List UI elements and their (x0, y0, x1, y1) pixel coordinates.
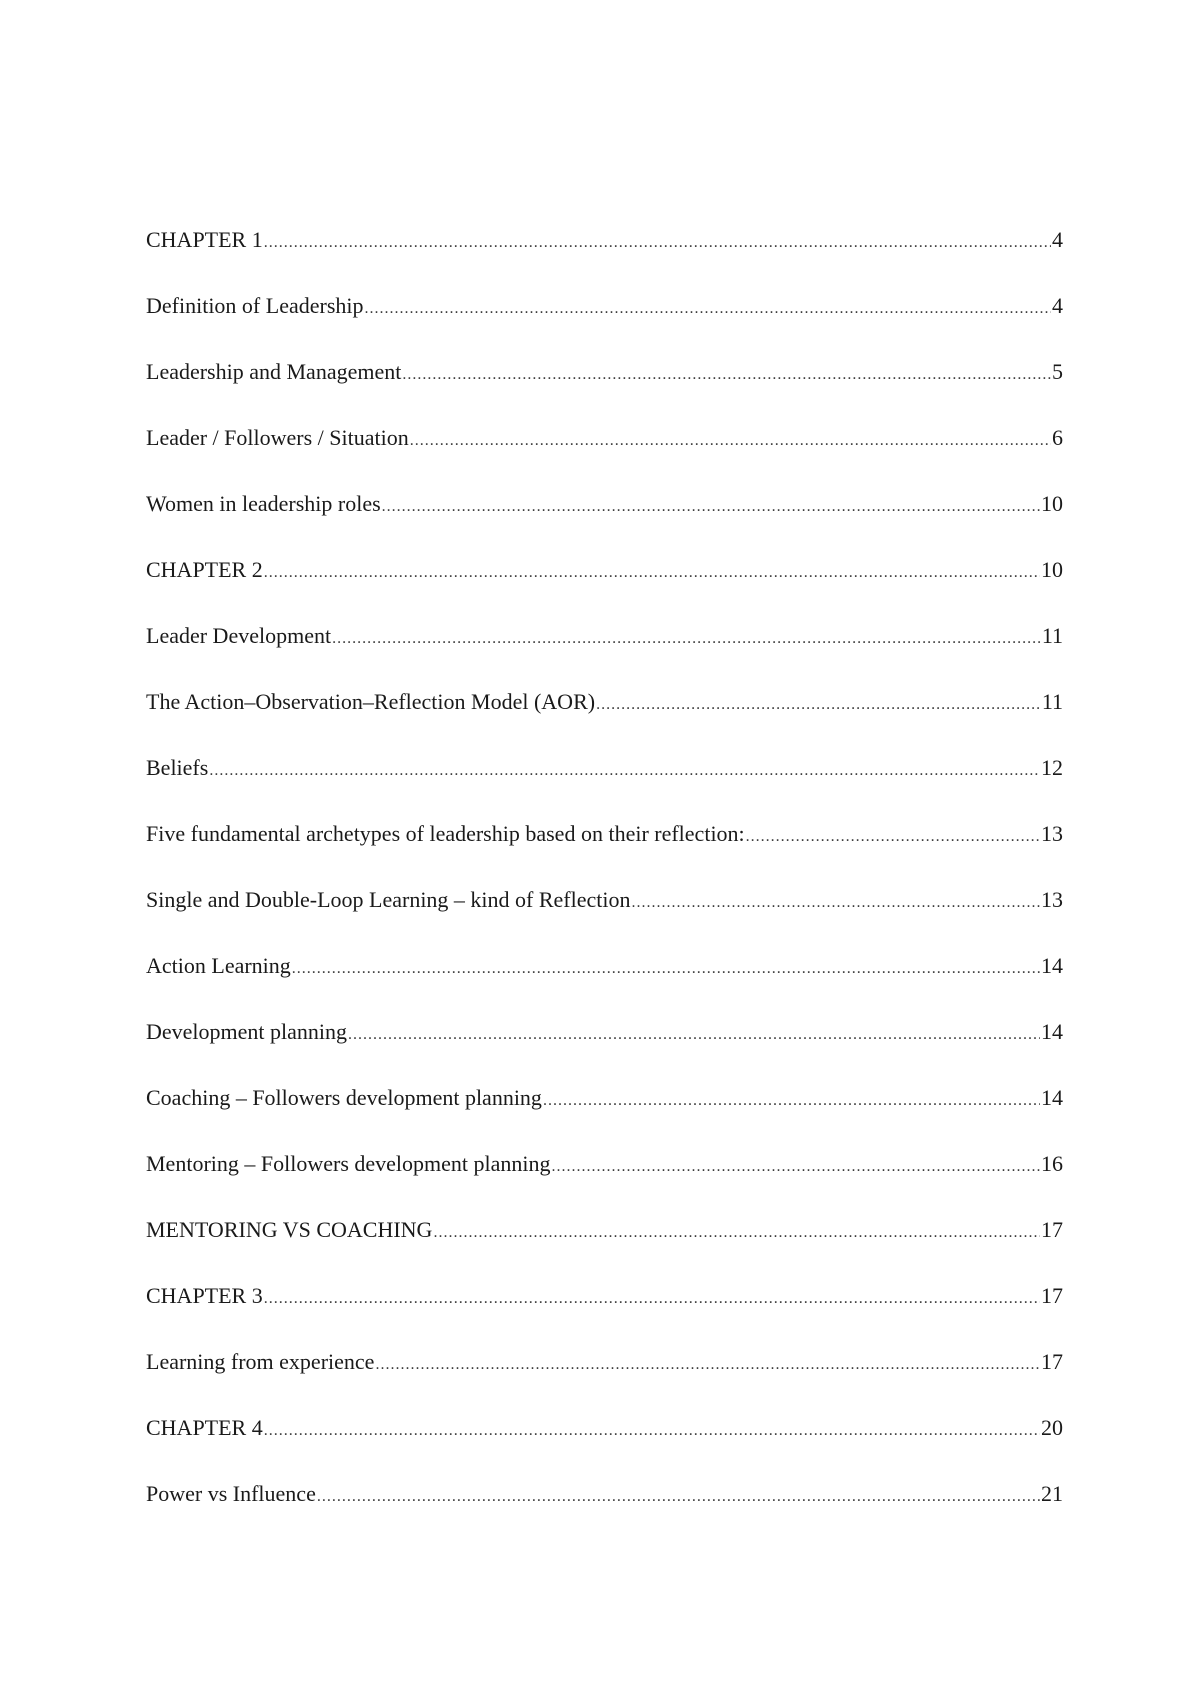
toc-entry-page: 12 (1041, 755, 1063, 780)
toc-entry-title: Action Learning (146, 953, 291, 978)
toc-entry[interactable] (146, 487, 1063, 553)
toc-dot-leader (552, 1150, 1041, 1184)
toc-entry[interactable] (146, 1081, 1063, 1147)
toc-entry-title: Single and Double-Loop Learning – kind of Reflection (146, 887, 631, 912)
toc-entry-page: 11 (1041, 689, 1063, 714)
toc-entry[interactable] (146, 355, 1063, 421)
toc-dot-leader (317, 1480, 1040, 1514)
toc-entry-page: 20 (1041, 1415, 1063, 1440)
toc-entry[interactable] (146, 751, 1063, 817)
toc-entry-page: 11 (1041, 623, 1063, 648)
toc-dot-leader (264, 226, 1051, 260)
toc-entry-title: Leader / Followers / Situation (146, 425, 409, 450)
toc-entry-page: 10 (1041, 557, 1063, 582)
toc-entry-page: 17 (1041, 1217, 1063, 1242)
toc-entry[interactable] (146, 1015, 1063, 1081)
toc-dot-leader (433, 1216, 1040, 1250)
toc-entry-page: 10 (1041, 491, 1063, 516)
toc-entry[interactable] (146, 1279, 1063, 1345)
toc-entry[interactable] (146, 685, 1063, 751)
toc-entry-page: 17 (1041, 1283, 1063, 1308)
toc-entry[interactable] (146, 223, 1063, 289)
toc-entry[interactable] (146, 817, 1063, 883)
toc-entry-title: CHAPTER 3 (146, 1283, 263, 1308)
toc-entry-page: 21 (1041, 1481, 1063, 1506)
toc-entry[interactable] (146, 421, 1063, 487)
toc-dot-leader (543, 1084, 1040, 1118)
toc-entry-title: CHAPTER 2 (146, 557, 263, 582)
toc-dot-leader (264, 556, 1040, 590)
table-of-contents (146, 223, 1063, 1543)
toc-entry-title: Leadership and Management (146, 359, 402, 384)
toc-entry[interactable] (146, 883, 1063, 949)
toc-entry-page: 6 (1052, 425, 1063, 450)
toc-entry-title: Definition of Leadership (146, 293, 364, 318)
toc-entry-page: 14 (1041, 1085, 1063, 1110)
toc-entry[interactable] (146, 949, 1063, 1015)
toc-dot-leader (292, 952, 1040, 986)
toc-dot-leader (375, 1348, 1040, 1382)
toc-dot-leader (596, 688, 1041, 722)
toc-dot-leader (632, 886, 1041, 920)
toc-dot-leader (746, 820, 1040, 854)
toc-entry-page: 16 (1041, 1151, 1063, 1176)
toc-dot-leader (410, 424, 1051, 458)
toc-entry-page: 4 (1052, 293, 1063, 318)
toc-entry-title: Learning from experience (146, 1349, 375, 1374)
toc-entry[interactable] (146, 1477, 1063, 1543)
toc-dot-leader (382, 490, 1040, 524)
toc-entry-title: MENTORING VS COACHING (146, 1217, 433, 1242)
toc-dot-leader (264, 1414, 1040, 1448)
toc-entry-page: 14 (1041, 1019, 1063, 1044)
toc-entry-title: Women in leadership roles (146, 491, 381, 516)
toc-entry-title: CHAPTER 1 (146, 227, 263, 252)
toc-dot-leader (402, 358, 1051, 392)
toc-dot-leader (332, 622, 1041, 656)
toc-entry-title: The Action–Observation–Reflection Model (AOR) (146, 689, 596, 714)
toc-entry-title: Five fundamental archetypes of leadership based on their reflection: (146, 821, 745, 846)
toc-dot-leader (365, 292, 1052, 326)
toc-entry[interactable] (146, 1213, 1063, 1279)
toc-entry-page: 13 (1041, 887, 1063, 912)
toc-entry[interactable] (146, 1345, 1063, 1411)
toc-entry-title: Mentoring – Followers development planning (146, 1151, 551, 1176)
toc-dot-leader (348, 1018, 1040, 1052)
toc-entry[interactable] (146, 553, 1063, 619)
toc-dot-leader (209, 754, 1040, 788)
toc-entry-page: 13 (1041, 821, 1063, 846)
toc-entry-page: 17 (1041, 1349, 1063, 1374)
toc-entry[interactable] (146, 1147, 1063, 1213)
toc-entry-title: Beliefs (146, 755, 209, 780)
toc-entry-title: Coaching – Followers development planning (146, 1085, 542, 1110)
toc-entry[interactable] (146, 289, 1063, 355)
toc-dot-leader (264, 1282, 1040, 1316)
toc-entry[interactable] (146, 1411, 1063, 1477)
toc-entry-page: 4 (1052, 227, 1063, 252)
toc-entry-title: Development planning (146, 1019, 348, 1044)
toc-entry-title: Power vs Influence (146, 1481, 316, 1506)
toc-entry[interactable] (146, 619, 1063, 685)
toc-entry-title: Leader Development (146, 623, 332, 648)
toc-entry-page: 14 (1041, 953, 1063, 978)
toc-entry-title: CHAPTER 4 (146, 1415, 263, 1440)
toc-entry-page: 5 (1052, 359, 1063, 384)
